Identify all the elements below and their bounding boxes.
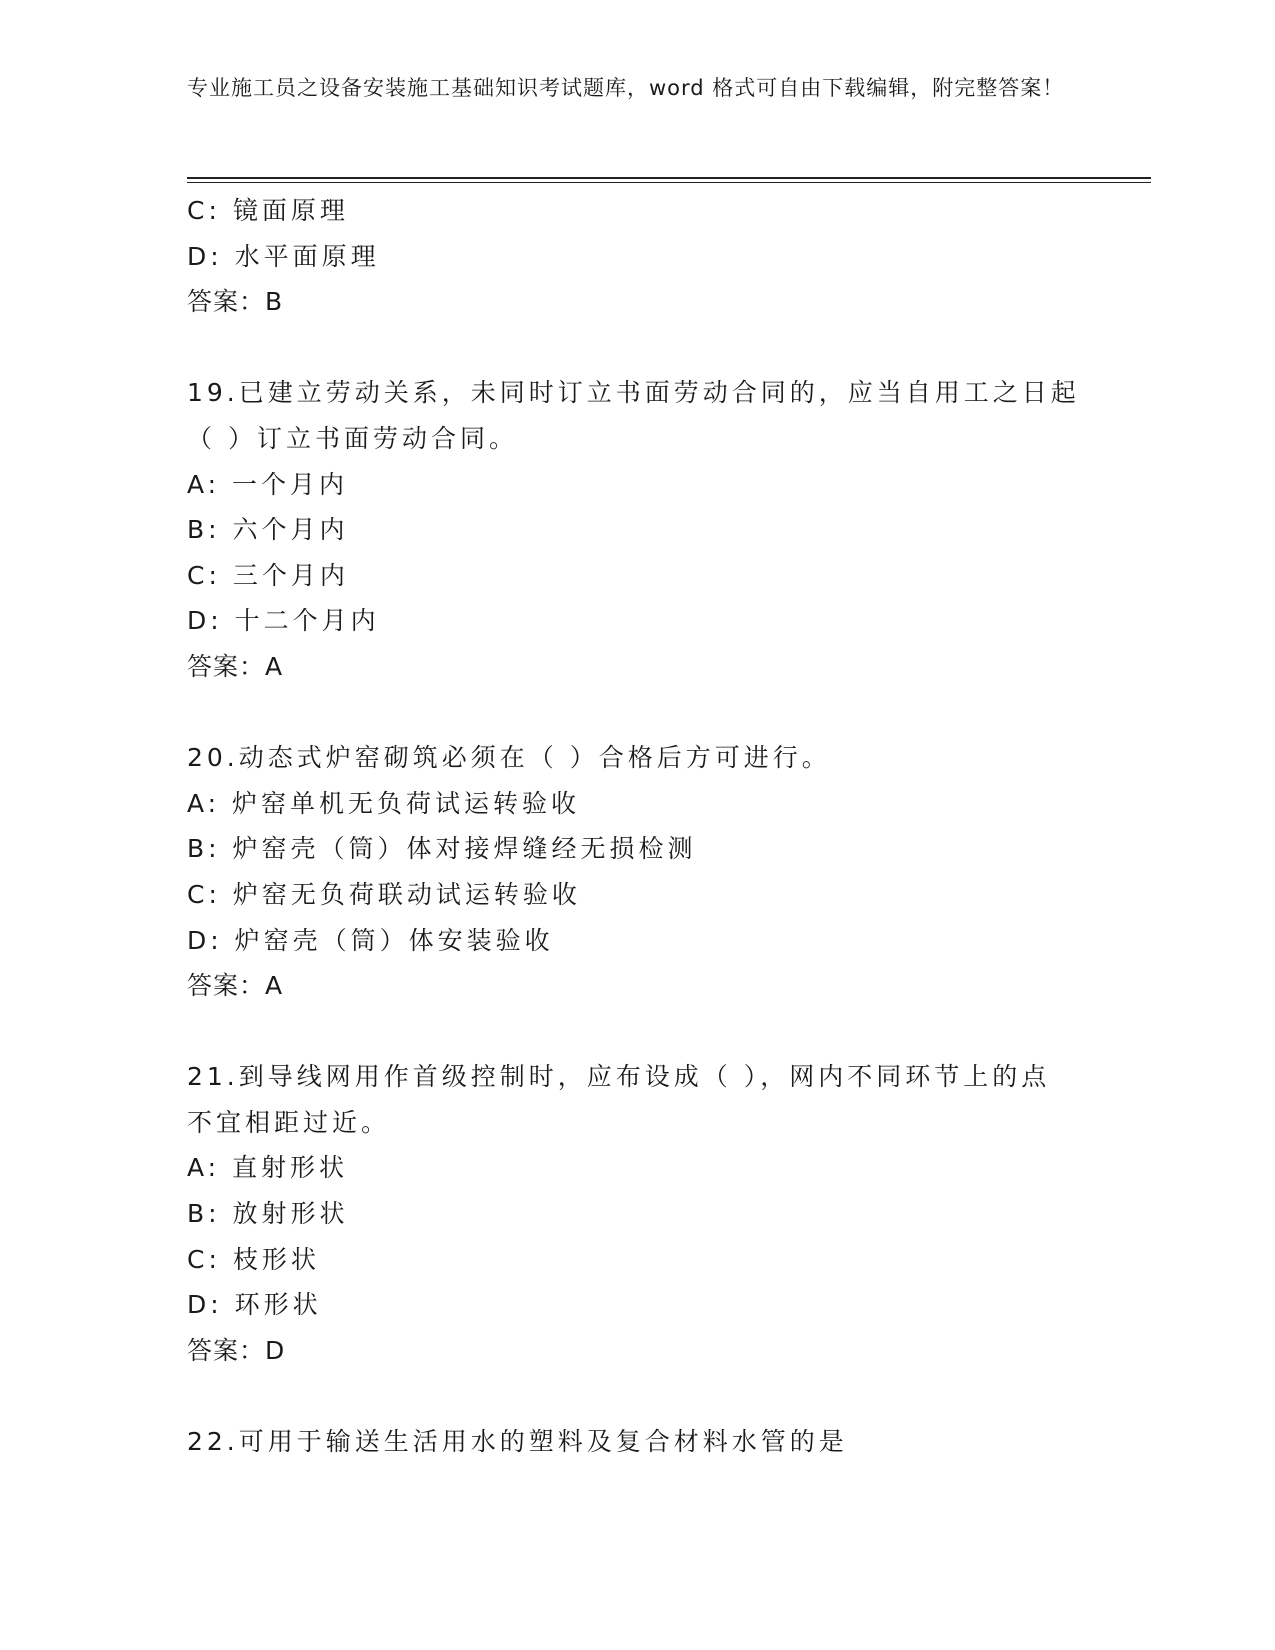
option-b	[187, 507, 1107, 553]
answer-line: 答案：A	[187, 651, 284, 681]
question-19-stem-line1: 19.已建立劳动关系，未同时订立书面劳动合同的，应当自用工之日起	[187, 378, 1080, 408]
answer-line: 答案：A	[187, 971, 284, 1001]
option-c	[187, 872, 1107, 918]
option-text: 直射形状	[232, 1153, 349, 1183]
option-c	[187, 1237, 1107, 1283]
option-text: 镜面原理	[232, 196, 349, 225]
option-letter: B:	[187, 515, 221, 545]
option-text: 炉窑壳（筒）体对接焊缝经无损检测	[232, 834, 697, 864]
option-c	[187, 188, 1107, 234]
question-20-stem: 20.动态式炉窑砌筑必须在（ ）合格后方可进行。	[187, 743, 831, 773]
header-rule-thick	[187, 177, 1151, 179]
option-text: 六个月内	[232, 515, 349, 545]
header-rule-thin	[187, 182, 1151, 183]
option-letter: A:	[187, 788, 221, 818]
option-a	[187, 781, 1107, 827]
question-21-stem-line2: 不宜相距过近。	[187, 1107, 391, 1137]
document-body	[187, 188, 1107, 1465]
option-text: 枝形状	[232, 1244, 320, 1274]
option-a	[187, 462, 1107, 508]
option-b	[187, 826, 1107, 872]
option-letter: C:	[187, 1244, 221, 1274]
option-d	[187, 918, 1107, 964]
option-d	[187, 1282, 1107, 1328]
option-text: 炉窑单机无负荷试运转验收	[232, 788, 581, 818]
option-a	[187, 1145, 1107, 1191]
option-letter: D:	[187, 606, 223, 636]
answer-line: 答案：D	[187, 1335, 286, 1365]
page-header: 专业施工员之设备安装施工基础知识考试题库，word 格式可自由下载编辑，附完整答案！	[187, 76, 1065, 100]
answer-line: 答案：B	[187, 287, 284, 317]
option-letter: A:	[187, 1153, 221, 1183]
option-text: 炉窑壳（筒）体安装验收	[234, 925, 554, 955]
option-letter: D:	[187, 241, 223, 271]
option-d	[187, 598, 1107, 644]
option-letter: C:	[187, 196, 221, 225]
option-letter: D:	[187, 1290, 223, 1320]
option-text: 炉窑无负荷联动试运转验收	[232, 879, 581, 909]
option-letter: C:	[187, 879, 221, 909]
question-19-stem-line2: （ ）订立书面劳动合同。	[187, 423, 518, 453]
spacer	[187, 1009, 1107, 1055]
option-text: 一个月内	[232, 469, 349, 499]
option-letter: D:	[187, 925, 223, 955]
option-letter: B:	[187, 1199, 221, 1229]
question-21-stem-line1: 21.到导线网用作首级控制时，应布设成（ ），网内不同环节上的点	[187, 1062, 1051, 1092]
question-22-stem: 22.可用于输送生活用水的塑料及复合材料水管的是	[187, 1427, 848, 1457]
option-b	[187, 1191, 1107, 1237]
option-text: 十二个月内	[234, 606, 380, 636]
spacer	[187, 1373, 1107, 1419]
spacer	[187, 690, 1107, 736]
option-c	[187, 553, 1107, 599]
option-letter: C:	[187, 560, 221, 590]
option-text: 水平面原理	[234, 241, 380, 271]
spacer	[187, 325, 1107, 371]
option-text: 放射形状	[232, 1199, 349, 1229]
option-text: 环形状	[234, 1290, 322, 1320]
option-text: 三个月内	[232, 560, 349, 590]
option-d	[187, 234, 1107, 280]
option-letter: A:	[187, 469, 221, 499]
option-letter: B:	[187, 834, 221, 864]
